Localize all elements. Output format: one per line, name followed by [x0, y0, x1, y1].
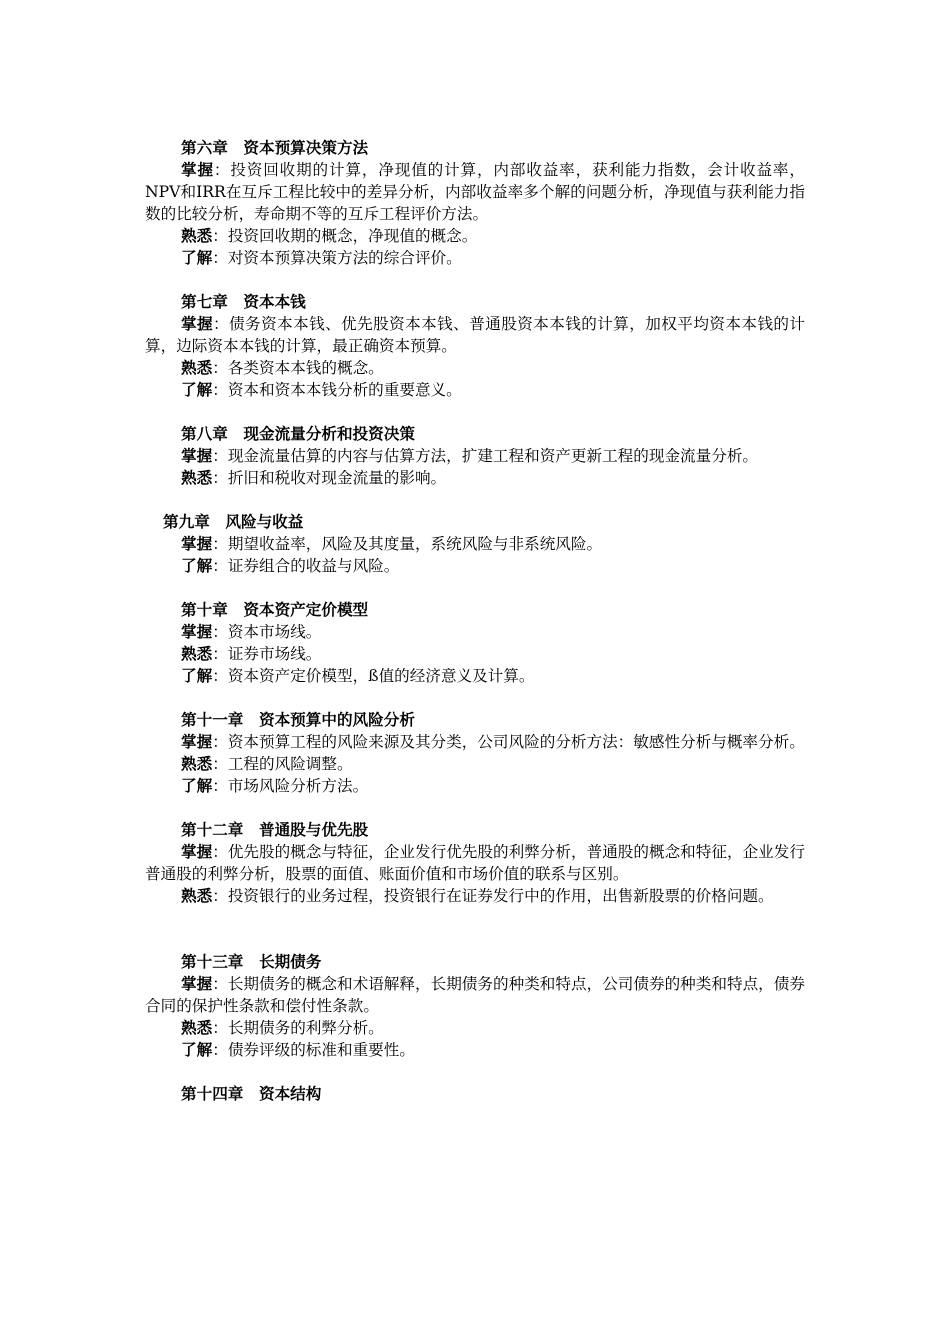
item-text: 债券评级的标准和重要性。	[227, 1041, 415, 1059]
chapter-title: 第十四章 资本结构	[181, 1084, 322, 1103]
item-text: 证券组合的收益与风险。	[227, 557, 400, 575]
item-familiar: 熟悉：各类资本本钱的概念。	[181, 358, 384, 377]
item-label: 了解	[181, 776, 213, 795]
item-text: 优先股的概念与特征，企业发行优先股的利弊分析，普通股的概念和特征，企业发行普通股的利弊分析，股票的面值、账面价值和市场价值的联系与区别。	[145, 843, 805, 883]
chapter-title: 第八章 现金流量分析和投资决策	[181, 424, 415, 443]
chapter-title: 第十章 资本资产定价模型	[181, 600, 369, 619]
item-label: 掌握	[181, 446, 213, 465]
item-text: 对资本预算决策方法的综合评价。	[227, 249, 462, 267]
item-familiar: 熟悉：投资银行的业务过程，投资银行在证券发行中的作用，出售新股票的价格问题。	[181, 886, 774, 905]
item-master: 掌握：投资回收期的计算，净现值的计算，内部收益率，获利能力指数，会计收益率，NPV和IRR在互斥工程比较中的差异分析，内部收益率多个解的问题分析，净现值与获利能力指数的比较分析，寿命期不等的互斥工程评价方法。	[145, 160, 805, 223]
item-label: 熟悉	[181, 644, 213, 663]
chapter-title: 第六章 资本预算决策方法	[181, 138, 369, 157]
chapter-7	[145, 291, 805, 401]
item-familiar: 熟悉：证券市场线。	[181, 644, 322, 663]
item-text: 投资回收期的计算，净现值的计算，内部收益率，获利能力指数，会计收益率，NPV和IRR在互斥工程比较中的差异分析，内部收益率多个解的问题分析，净现值与获利能力指数的比较分析，寿命期不等的互斥工程评价方法。	[145, 161, 805, 223]
item-familiar: 熟悉：长期债务的利弊分析。	[181, 1018, 384, 1037]
chapter-11	[145, 709, 805, 797]
item-text: 投资回收期的概念，净现值的概念。	[227, 227, 478, 245]
chapter-title: 第十三章 长期债务	[181, 952, 322, 971]
item-label: 了解	[181, 666, 213, 685]
item-text: 债务资本本钱、优先股资本本钱、普通股资本本钱的计算，加权平均资本本钱的计算，边际资本本钱的计算，最正确资本预算。	[145, 315, 805, 355]
chapter-6	[145, 137, 805, 269]
item-understand: 了解：资本资产定价模型，ß值的经济意义及计算。	[181, 666, 535, 685]
chapter-9	[145, 511, 805, 577]
item-text: 资本和资本本钱分析的重要意义。	[227, 381, 462, 399]
chapter-8	[145, 423, 805, 489]
item-label: 了解	[181, 1040, 213, 1059]
item-master: 掌握：优先股的概念与特征，企业发行优先股的利弊分析，普通股的概念和特征，企业发行普通股的利弊分析，股票的面值、账面价值和市场价值的联系与区别。	[145, 842, 805, 883]
item-text: 资本预算工程的风险来源及其分类，公司风险的分析方法：敏感性分析与概率分析。	[227, 733, 805, 751]
item-master: 掌握：债务资本本钱、优先股资本本钱、普通股资本本钱的计算，加权平均资本本钱的计算，边际资本本钱的计算，最正确资本预算。	[145, 314, 805, 355]
item-master: 掌握：期望收益率，风险及其度量，系统风险与非系统风险。	[181, 534, 603, 553]
item-label: 熟悉	[181, 754, 213, 773]
chapter-title: 第七章 资本本钱	[181, 292, 306, 311]
item-label: 掌握	[181, 314, 214, 333]
item-label: 熟悉	[181, 886, 213, 905]
item-text: 各类资本本钱的概念。	[227, 359, 384, 377]
chapter-14	[145, 1083, 805, 1105]
item-master: 掌握：现金流量估算的内容与估算方法，扩建工程和资产更新工程的现金流量分析。	[181, 446, 759, 465]
item-label: 掌握	[181, 732, 213, 751]
item-understand: 了解：资本和资本本钱分析的重要意义。	[181, 380, 462, 399]
item-familiar: 熟悉：工程的风险调整。	[181, 754, 353, 773]
item-label: 掌握	[181, 622, 213, 641]
item-understand: 了解：债券评级的标准和重要性。	[181, 1040, 415, 1059]
item-text: 期望收益率，风险及其度量，系统风险与非系统风险。	[227, 535, 603, 553]
chapter-12	[145, 819, 805, 907]
item-label: 掌握	[181, 534, 213, 553]
item-master: 掌握：长期债务的概念和术语解释，长期债务的种类和特点，公司债券的种类和特点，债券合同的保护性条款和偿付性条款。	[145, 974, 805, 1015]
item-text: 证券市场线。	[227, 645, 322, 663]
item-text: 投资银行的业务过程，投资银行在证券发行中的作用，出售新股票的价格问题。	[227, 887, 774, 905]
chapter-13	[145, 951, 805, 1061]
item-text: 资本市场线。	[227, 623, 322, 641]
item-text: 长期债务的利弊分析。	[227, 1019, 384, 1037]
item-understand: 了解：对资本预算决策方法的综合评价。	[181, 248, 462, 267]
item-label: 熟悉	[181, 226, 213, 245]
item-text: 市场风险分析方法。	[227, 777, 369, 795]
item-label: 掌握	[181, 974, 213, 993]
item-understand: 了解：市场风险分析方法。	[181, 776, 369, 795]
chapter-10	[145, 599, 805, 687]
item-text: 长期债务的概念和术语解释，长期债务的种类和特点，公司债券的种类和特点，债券合同的保护性条款和偿付性条款。	[145, 975, 805, 1015]
chapter-title: 第十一章 资本预算中的风险分析	[181, 710, 415, 729]
item-text: 现金流量估算的内容与估算方法，扩建工程和资产更新工程的现金流量分析。	[227, 447, 759, 465]
item-label: 掌握	[181, 160, 214, 179]
item-text: 折旧和税收对现金流量的影响。	[227, 469, 447, 487]
item-label: 掌握	[181, 842, 213, 861]
item-understand: 了解：证券组合的收益与风险。	[181, 556, 400, 575]
document-body	[145, 137, 805, 1127]
item-label: 熟悉	[181, 468, 213, 487]
item-text: 工程的风险调整。	[227, 755, 353, 773]
item-master: 掌握：资本市场线。	[181, 622, 322, 641]
item-label: 了解	[181, 380, 213, 399]
item-familiar: 熟悉：折旧和税收对现金流量的影响。	[181, 468, 447, 487]
item-label: 熟悉	[181, 358, 213, 377]
item-familiar: 熟悉：投资回收期的概念，净现值的概念。	[181, 226, 478, 245]
chapter-title: 第九章 风险与收益	[163, 512, 304, 531]
item-label: 了解	[181, 556, 213, 575]
item-text: 资本资产定价模型，ß值的经济意义及计算。	[227, 667, 535, 685]
item-label: 了解	[181, 248, 213, 267]
chapter-title: 第十二章 普通股与优先股	[181, 820, 369, 839]
item-master: 掌握：资本预算工程的风险来源及其分类，公司风险的分析方法：敏感性分析与概率分析。	[181, 732, 805, 751]
item-label: 熟悉	[181, 1018, 213, 1037]
